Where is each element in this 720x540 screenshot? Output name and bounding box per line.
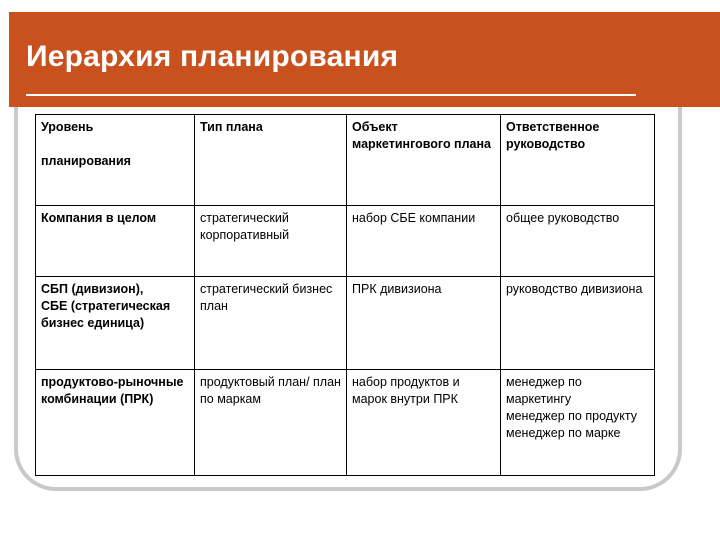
table-row xyxy=(36,206,655,277)
cell-plan-type: стратегический корпоративный xyxy=(195,206,347,277)
cell-plan-object: набор СБЕ компании xyxy=(347,206,501,277)
title-underline xyxy=(26,94,636,96)
cell-level: СБП (дивизион), СБЕ (стратегическая бизнес единица) xyxy=(36,277,195,370)
cell-responsible: общее руководство xyxy=(501,206,655,277)
table-row xyxy=(36,370,655,476)
slide-title: Иерархия планирования xyxy=(26,40,399,73)
cell-plan-object: ПРК дивизиона xyxy=(347,277,501,370)
cell-plan-type: стратегический бизнес план xyxy=(195,277,347,370)
cell-level: Компания в целом xyxy=(36,206,195,277)
cell-plan-type: продуктовый план/ план по маркам xyxy=(195,370,347,476)
cell-level: продуктово-рыночные комбинации (ПРК) xyxy=(36,370,195,476)
table-row xyxy=(36,277,655,370)
planning-hierarchy-table xyxy=(35,114,655,476)
header-level: Уровень планирования xyxy=(36,115,195,206)
cell-responsible: менеджер по маркетингу менеджер по продукту менеджер по марке xyxy=(501,370,655,476)
cell-responsible: руководство дивизиона xyxy=(501,277,655,370)
header-plan-type: Тип плана xyxy=(195,115,347,206)
header-plan-object: Объект маркетингового плана xyxy=(347,115,501,206)
table-header-row xyxy=(36,115,655,206)
cell-plan-object: набор продуктов и марок внутри ПРК xyxy=(347,370,501,476)
header-responsible: Ответственное руководство xyxy=(501,115,655,206)
